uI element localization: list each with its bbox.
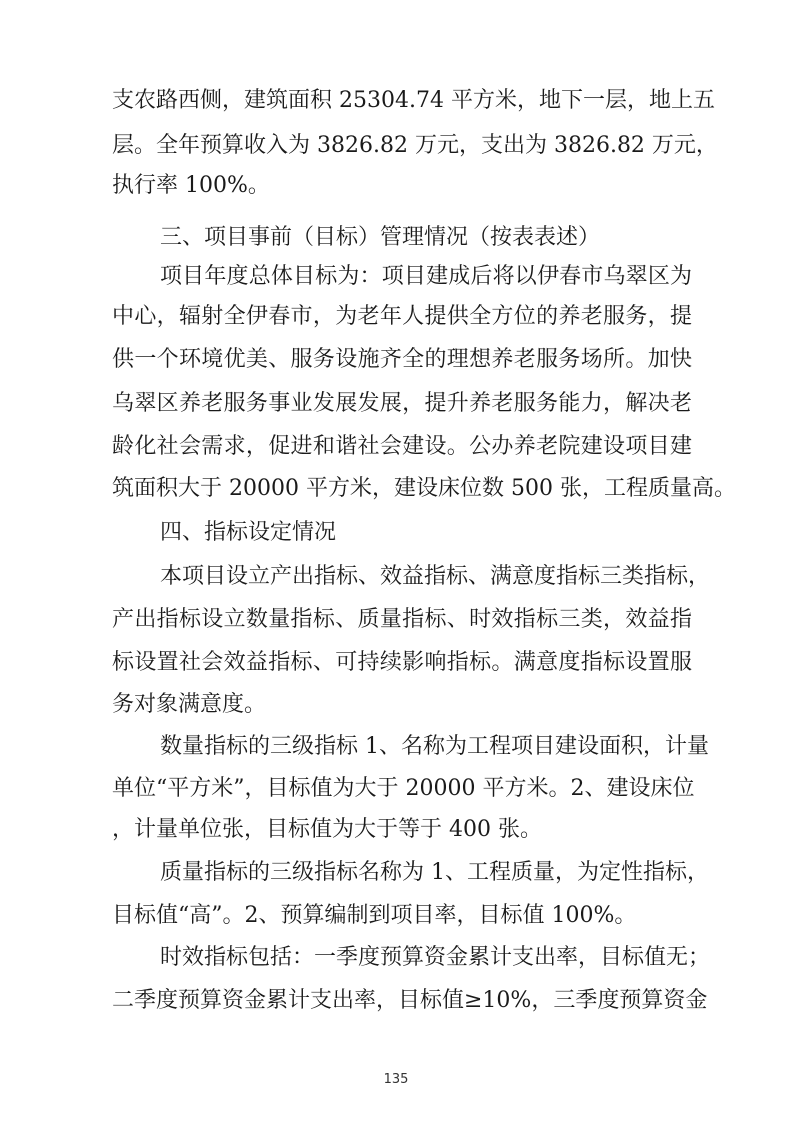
page-number: 135 bbox=[383, 1072, 409, 1087]
text-line: 项目年度总体目标为：项目建成后将以伊春市乌翠区为 bbox=[160, 264, 692, 289]
text-line: 执行率 100%。 bbox=[112, 173, 270, 198]
text-line: 乌翠区养老服务事业发展发展，提升养老服务能力，解决老 bbox=[112, 391, 692, 416]
text-line: 质量指标的三级指标名称为 1、工程质量，为定性指标， bbox=[160, 860, 709, 885]
text-line: 二季度预算资金累计支出率，目标值≥10%，三季度预算资金 bbox=[112, 988, 708, 1013]
text-line: 支农路西侧，建筑面积 25304.74 平方米，地下一层，地上五 bbox=[112, 88, 715, 113]
text-line: 龄化社会需求，促进和谐社会建设。公办养老院建设项目建 bbox=[112, 434, 692, 459]
text-line: 中心，辐射全伊春市，为老年人提供全方位的养老服务，提 bbox=[112, 304, 692, 329]
text-line: 目标值“高”。2、预算编制到项目率，目标值 100%。 bbox=[112, 903, 637, 928]
text-line: 产出指标设立数量指标、质量指标、时效指标三类，效益指 bbox=[112, 607, 692, 632]
text-line: ，计量单位张，目标值为大于等于 400 张。 bbox=[112, 817, 542, 842]
text-line: 时效指标包括：一季度预算资金累计支出率，目标值无； bbox=[160, 945, 711, 970]
section-heading: 三、项目事前（目标）管理情况（按表表述） bbox=[160, 225, 601, 250]
text-line: 供一个环境优美、服务设施齐全的理想养老服务场所。加快 bbox=[112, 347, 692, 372]
text-line: 层。全年预算收入为 3826.82 万元，支出为 3826.82 万元， bbox=[112, 133, 718, 158]
text-line: 本项目设立产出指标、效益指标、满意度指标三类指标， bbox=[160, 564, 711, 589]
text-line: 数量指标的三级指标 1、名称为工程项目建设面积，计量 bbox=[160, 734, 709, 759]
text-line: 单位“平方米”，目标值为大于 20000 平方米。2、建设床位 bbox=[112, 776, 695, 801]
text-line: 务对象满意度。 bbox=[112, 692, 267, 717]
text-line: 筑面积大于 20000 平方米，建设床位数 500 张，工程质量高。 bbox=[112, 476, 736, 501]
text-line: 标设置社会效益指标、可持续影响指标。满意度指标设置服 bbox=[112, 650, 692, 675]
section-heading: 四、指标设定情况 bbox=[160, 520, 337, 545]
